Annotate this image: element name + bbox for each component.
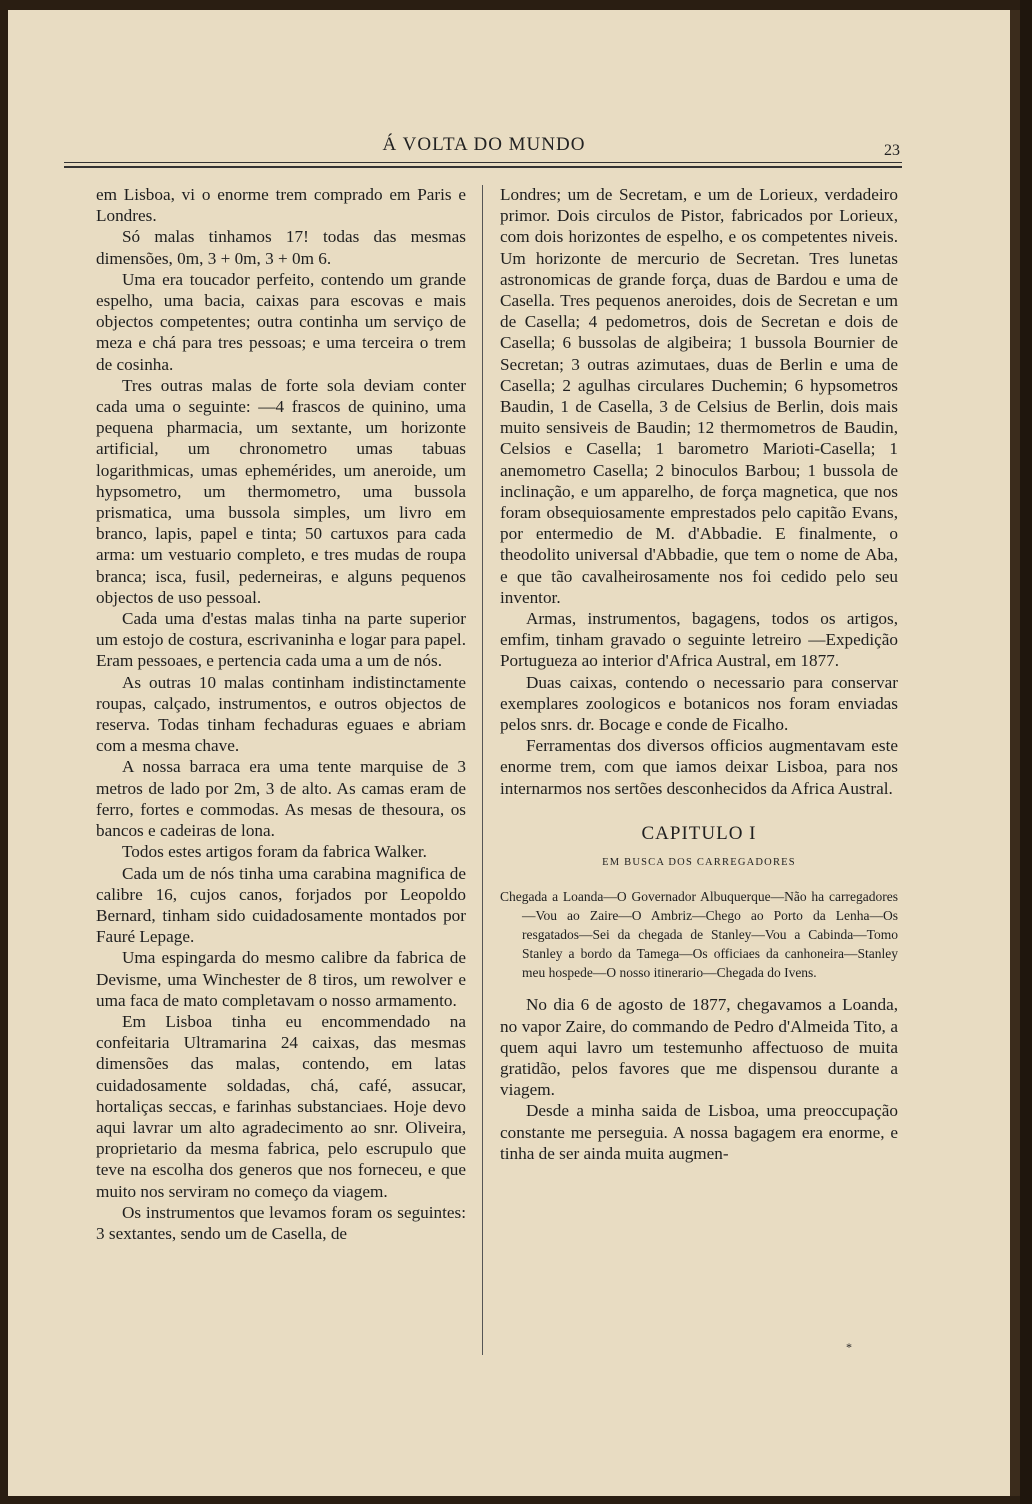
column-divider (482, 185, 483, 1355)
paragraph: No dia 6 de agosto de 1877, chegavamos a Loanda, no vapor Zaire, do commando de Pedro d'Almeida Tito, a quem aqui lavro um testemunho affectuoso de muita gratidão, pelos favores que me dispensou durante a viagem. (500, 995, 898, 1100)
chapter-summary: Chegada a Loanda—O Governador Albuquerque—Não ha carregadores—Vou ao Zaire—O Ambriz—Chego ao Porto da Lenha—Os resgatados—Sei da chegada de Stanley—Vou a Cabinda—Tomo Stanley a bordo da Tamega—Os officiaes da canhoneira—Stanley meu hospede—O nosso itinerario—Chegada do Ivens. (500, 889, 898, 981)
header-rule-thick (64, 166, 902, 168)
chapter-subtitle: EM BUSCA DOS CARREGADORES (602, 857, 796, 869)
paragraph: Uma era toucador perfeito, contendo um grande espelho, uma bacia, caixas para escovas e mais objectos competentes; outra continha um serviço de meza e chá para tres pessoas; e uma terceira o trem de cosinha. (96, 269, 466, 374)
scan-edge (1020, 0, 1032, 1504)
paragraph: Tres outras malas de forte sola deviam conter cada uma o seguinte: —4 frascos de quinino, uma pequena pharmacia, um sextante, um horizonte artificial, um chronometro umas tabuas logarithmicas, umas ephemérides, um aneroide, um hypsometro, um thermometro, uma bussola prismatica, uma bussola simples, um livro em branco, lapis, papel e tinta; 50 cartuxos para cada arma: um vestuario completo, e tres mudas de roupa branca; isca, fusil, pederneiras, e alguns pequenos objectos de uso pessoal. (96, 375, 466, 607)
chapter-title: CAPITULO I (641, 822, 757, 844)
paragraph: Em Lisboa tinha eu encommendado na confeitaria Ultramarina 24 caixas, das mesmas dimensões das malas, contendo, em latas cuidadosamente soldadas, chá, café, assucar, hortaliças seccas, e farinhas substanciaes. Hoje devo aqui lavrar um alto agradecimento ao snr. Oliveira, proprietario da mesma fabrica, pelo escrupulo que teve na escolha dos generos que nos forneceu, e que muito nos serviram no começo da viagem. (96, 1011, 466, 1201)
paragraph: em Lisboa, vi o enorme trem comprado em Paris e Londres. (96, 185, 466, 226)
paragraph: Cada uma d'estas malas tinha na parte superior um estojo de costura, escrivaninha e logar para papel. Eram pessoaes, e pertencia cada uma a um de nós. (96, 609, 466, 671)
paragraph: Ferramentas dos diversos officios augmentavam este enorme trem, com que iamos deixar Lisboa, para nos internarmos nos sertões desconhecidos da Africa Austral. (500, 736, 898, 798)
left-column (96, 184, 466, 1244)
footer-ornament: * (846, 1340, 852, 1354)
paragraph: Uma espingarda do mesmo calibre da fabrica de Devisme, uma Winchester de 8 tiros, um rewolver e uma faca de mato completavam o nosso armamento. (96, 948, 466, 1010)
paragraph: As outras 10 malas continham indistinctamente roupas, calçado, instrumentos, e outros objectos de reserva. Todas tinham fechaduras eguaes e abriam com a mesma chave. (96, 672, 466, 756)
running-title: Á VOLTA DO MUNDO (382, 134, 586, 155)
right-column (500, 184, 898, 1164)
page-number: 23 (884, 142, 900, 159)
paragraph: Os instrumentos que levamos foram os seguintes: 3 sextantes, sendo um de Casella, de (96, 1202, 466, 1243)
paragraph: Só malas tinhamos 17! todas das mesmas dimensões, 0m, 3 + 0m, 3 + 0m 6. (96, 227, 466, 268)
paragraph: Londres; um de Secretam, e um de Lorieux, verdadeiro primor. Dois circulos de Pistor, fabricados por Lorieux, com dois horizontes de espelho, e os competentes niveis. Um horizonte de mercurio de Secretan. Tres lunetas astronomicas de grande força, duas de Bardou e uma de Casella. Tres pequenos aneroides, dois de Secretan e um de Casella; 4 pedometros, dois de Secretan e dois de Casella; 6 bussolas de algibeira; 1 bussola Bournier de Secretan; 3 outras azimutaes, duas de Berlin e uma de Casella; 2 agulhas circulares Duchemin; 6 hypsometros Baudin, 1 de Casella, 3 de Celsius de Berlin, dois mais muito sensiveis de Baudin; 12 thermometros de Baudin, Celsios e Casella; 1 barometro Marioti-Casella; 1 anemometro Casella; 2 binoculos Barbou; 1 bussola de inclinação, e um apparelho, de força magnetica, que nos foram obsequiosamente emprestados pelo capitão Evans, por entermedio de M. d'Abbadie. E finalmente, o theodolito universal d'Abbadie, que tem o nome de Aba, e que tão cavalheirosamente nos foi cedido pelo seu inventor. (500, 185, 898, 607)
paragraph: Cada um de nós tinha uma carabina magnifica de calibre 16, cujos canos, forjados por Leopoldo Bernard, tinham sido cuidadosamente montados por Fauré Lepage. (96, 863, 466, 947)
paragraph: Duas caixas, contendo o necessario para conservar exemplares zoologicos e botanicos nos foram enviadas pelos snrs. dr. Bocage e conde de Ficalho. (500, 672, 898, 735)
paragraph: Armas, instrumentos, bagagens, todos os artigos, emfim, tinham gravado o seguinte letreiro —Expedição Portugueza ao interior d'Africa Austral, em 1877. (500, 609, 898, 671)
paragraph: A nossa barraca era uma tente marquise de 3 metros de lado por 2m, 3 de alto. As camas eram de ferro, fortes e commodas. As mesas de thesoura, os bancos e cadeiras de lona. (96, 757, 466, 841)
paragraph: Todos estes artigos foram da fabrica Walker. (122, 842, 427, 862)
header-rule-thin (64, 162, 902, 163)
page-header (64, 134, 904, 160)
paragraph: Desde a minha saida de Lisboa, uma preoccupação constante me perseguia. A nossa bagagem era enorme, e tinha de ser ainda muita augmen- (500, 1101, 898, 1163)
